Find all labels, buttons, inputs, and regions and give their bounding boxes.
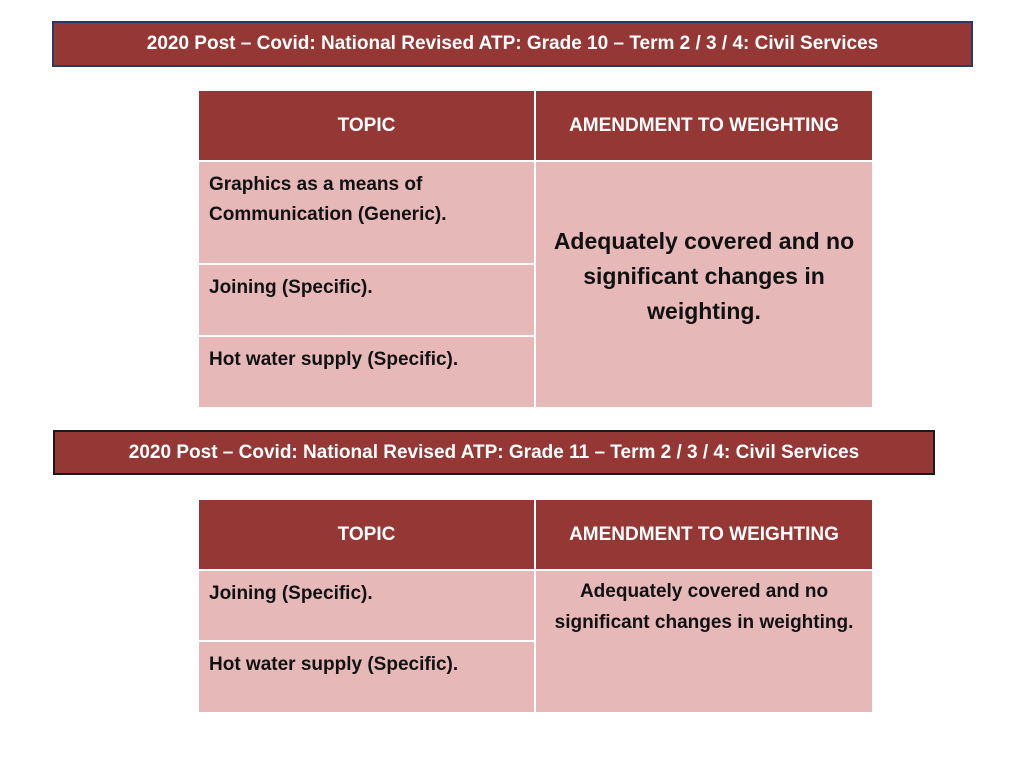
table-row	[198, 161, 873, 264]
topic-cell: Graphics as a means of Communication (Generic).	[198, 161, 535, 264]
grade-11-title-banner: 2020 Post – Covid: National Revised ATP: Grade 11 – Term 2 / 3 / 4: Civil Services	[53, 430, 935, 475]
amendment-column-header: AMENDMENT TO WEIGHTING	[535, 499, 873, 570]
table-header-row	[198, 499, 873, 570]
grade-10-title-banner: 2020 Post – Covid: National Revised ATP: Grade 10 – Term 2 / 3 / 4: Civil Services	[52, 21, 973, 67]
amendment-column-header: AMENDMENT TO WEIGHTING	[535, 90, 873, 161]
topic-cell: Joining (Specific).	[198, 570, 535, 641]
topic-cell: Hot water supply (Specific).	[198, 336, 535, 408]
topic-column-header: TOPIC	[198, 90, 535, 161]
amendment-cell: Adequately covered and no significant changes in weighting.	[535, 161, 873, 408]
grade-11-atp-table	[197, 498, 874, 714]
table-row	[198, 570, 873, 641]
topic-cell: Hot water supply (Specific).	[198, 641, 535, 713]
grade-10-atp-table	[197, 89, 874, 409]
amendment-cell: Adequately covered and no significant changes in weighting.	[535, 570, 873, 713]
topic-cell: Joining (Specific).	[198, 264, 535, 336]
table-header-row	[198, 90, 873, 161]
topic-column-header: TOPIC	[198, 499, 535, 570]
